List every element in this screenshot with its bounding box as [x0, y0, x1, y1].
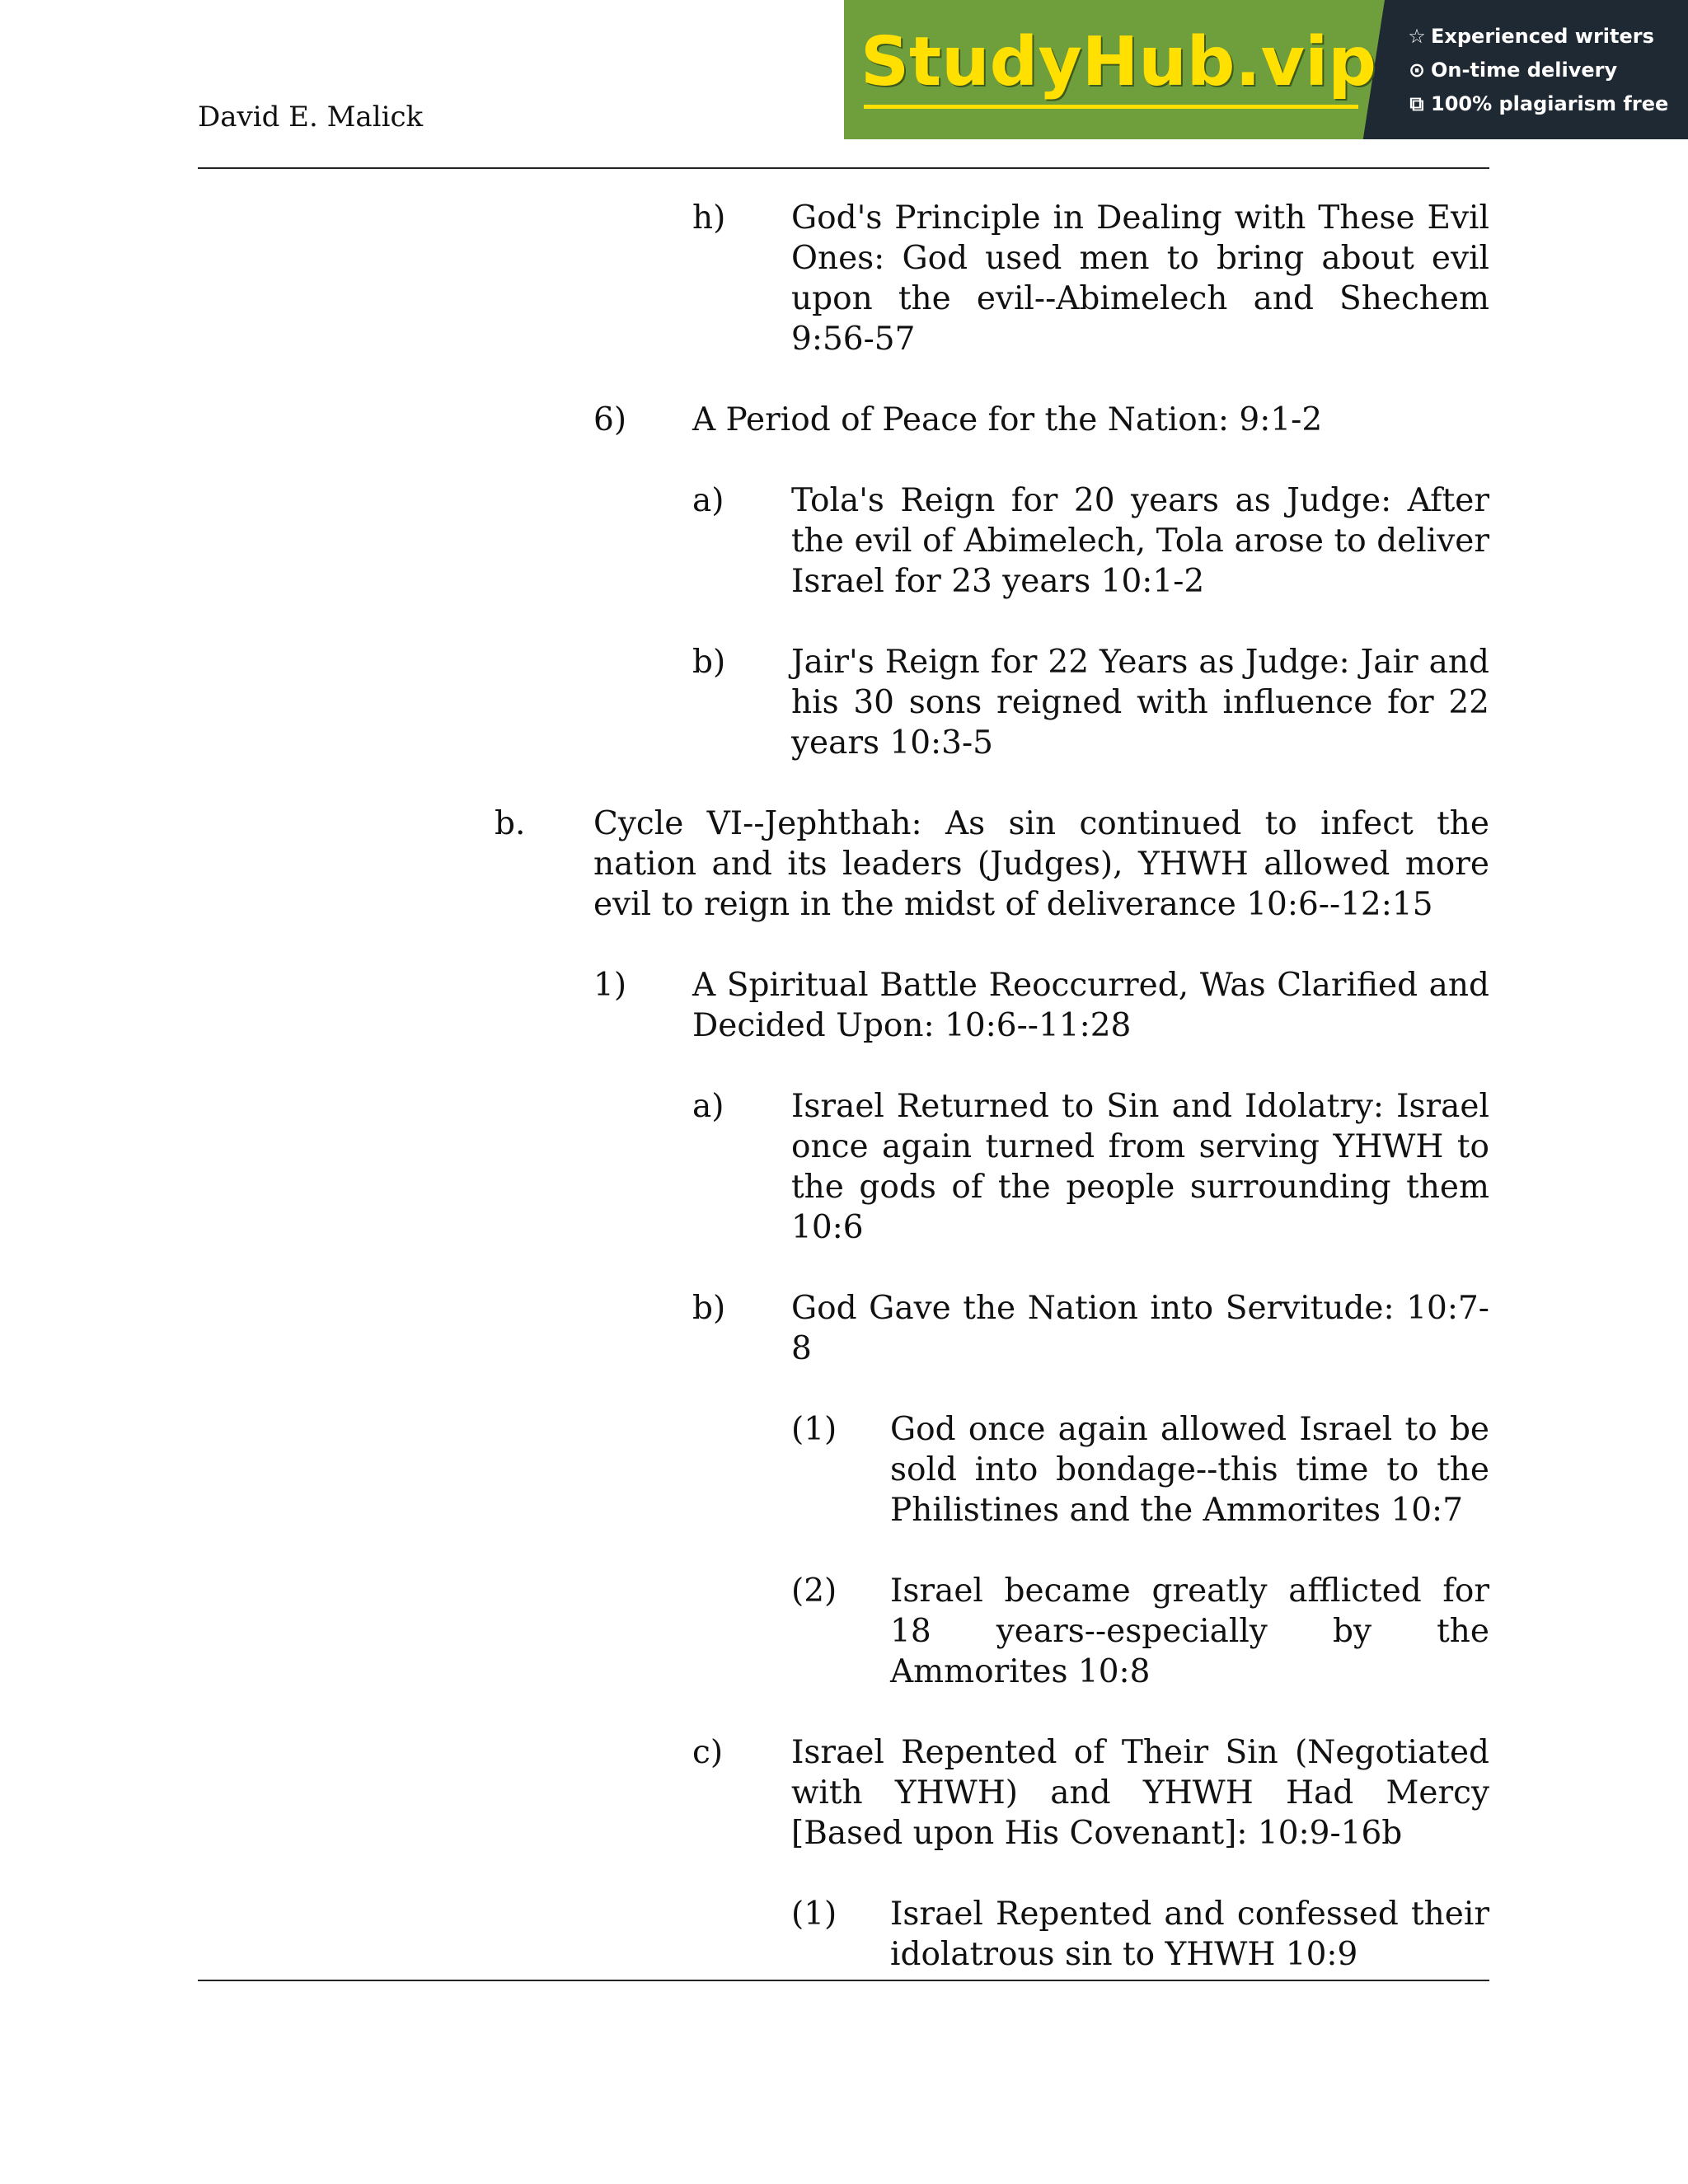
feature-list	[1406, 20, 1681, 121]
outline-text: Israel Returned to Sin and Idolatry: Israel once again turned from serving YHWH to the gods of the people surrounding them 10:6	[791, 1088, 1489, 1246]
copy-icon: ⧉	[1409, 92, 1424, 115]
outline-marker: (1)	[791, 1896, 837, 1933]
clock-icon: ⊙	[1408, 59, 1426, 82]
outline-item	[692, 198, 1489, 359]
feature-item	[1406, 20, 1681, 54]
outline-item	[692, 1288, 1489, 1369]
ad-banner[interactable]	[844, 0, 1688, 139]
outline-text: Israel became greatly afflicted for 18 years--especially by the Ammorites 10:8	[890, 1572, 1489, 1690]
outline-marker: c)	[692, 1734, 724, 1771]
outline-text: A Spiritual Battle Reoccurred, Was Clarified and Decided Upon: 10:6--11:28	[692, 967, 1489, 1044]
outline-marker: (1)	[791, 1411, 837, 1448]
outline-text: God once again allowed Israel to be sold into bondage--this time to the Philistines and the Ammorites 10:7	[890, 1411, 1489, 1529]
outline-marker: 1)	[593, 967, 627, 1004]
author-name: David E. Malick	[198, 101, 424, 134]
feature-item	[1406, 87, 1681, 121]
outline-item	[692, 1086, 1489, 1248]
outline-item	[593, 400, 1489, 440]
outline-item	[593, 965, 1489, 1046]
feature-label: On-time delivery	[1431, 59, 1618, 82]
outline-marker: b)	[692, 644, 726, 681]
outline-text: Jair's Reign for 22 Years as Judge: Jair and his 30 sons reigned with influence for 22 years 10:3-5	[791, 644, 1489, 762]
outline-item	[791, 1894, 1489, 1975]
brand-logo[interactable]: StudyHub.vip	[860, 23, 1376, 101]
outline-text: Israel Repented of Their Sin (Negotiated with YHWH) and YHWH Had Mercy [Based upon His Covenant]: 10:9-16b	[791, 1734, 1489, 1852]
outline-text: Cycle VI--Jephthah: As sin continued to infect the nation and its leaders (Judges), YHWH allowed more evil to reign in the midst of deliverance 10:6--12:15	[593, 805, 1489, 923]
feature-label: 100% plagiarism free	[1431, 92, 1669, 115]
outline-marker: b.	[495, 805, 526, 842]
outline-text: Israel Repented and confessed their idolatrous sin to YHWH 10:9	[890, 1896, 1489, 1973]
outline-marker: (2)	[791, 1572, 837, 1610]
outline-marker: h)	[692, 199, 726, 237]
brand-underline	[864, 105, 1358, 109]
outline-marker: 6)	[593, 401, 627, 438]
header-rule	[198, 167, 1489, 169]
outline-body	[495, 198, 1489, 1975]
outline-marker: a)	[692, 482, 724, 519]
outline-item	[495, 804, 1489, 925]
outline-text: A Period of Peace for the Nation: 9:1-2	[692, 401, 1323, 438]
outline-item	[791, 1571, 1489, 1692]
outline-text: God's Principle in Dealing with These Evil Ones: God used men to bring about evil upon the evil--Abimelech and Shechem 9:56-57	[791, 199, 1489, 358]
outline-text: Tola's Reign for 20 years as Judge: After the evil of Abimelech, Tola arose to deliver Israel for 23 years 10:1-2	[791, 482, 1489, 600]
feature-item	[1406, 54, 1681, 87]
outline-item	[692, 1732, 1489, 1854]
outline-marker: a)	[692, 1088, 724, 1125]
outline-item	[692, 642, 1489, 763]
outline-item	[692, 480, 1489, 602]
star-icon: ☆	[1408, 25, 1426, 48]
outline-text: God Gave the Nation into Servitude: 10:7-8	[791, 1290, 1489, 1367]
outline-item	[791, 1409, 1489, 1530]
feature-label: Experienced writers	[1431, 25, 1654, 48]
footer-rule	[198, 1980, 1489, 1981]
outline-marker: b)	[692, 1290, 726, 1327]
